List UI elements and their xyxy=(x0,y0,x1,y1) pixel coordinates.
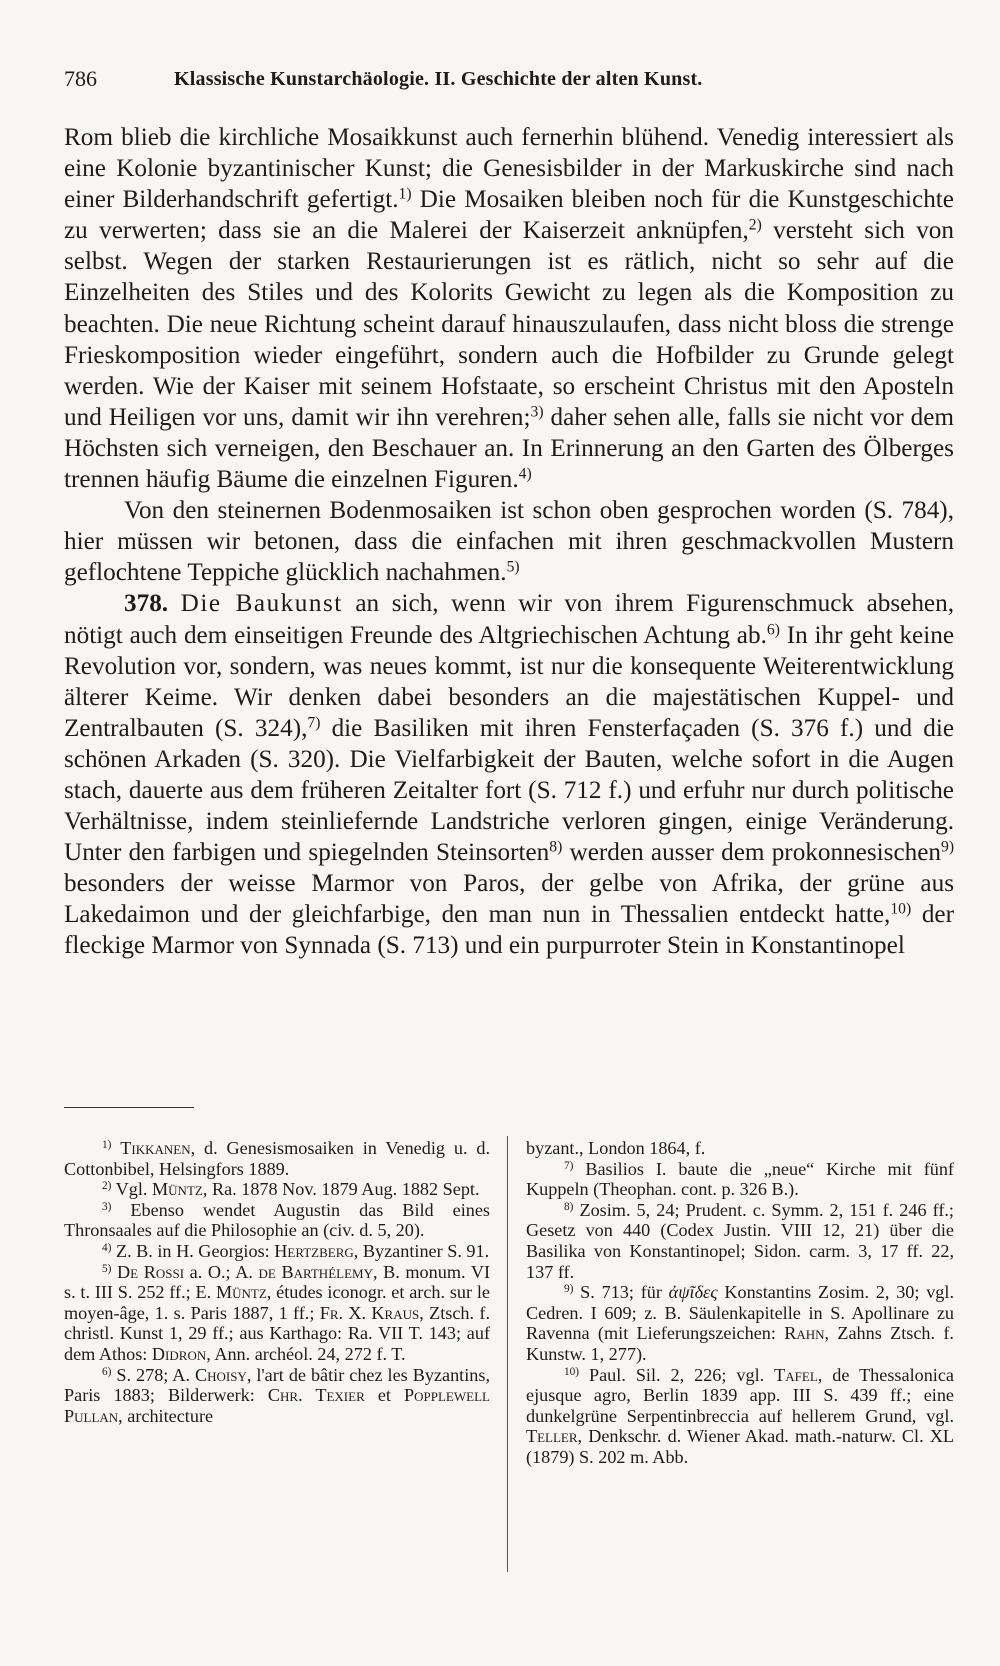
footnote-2: $^{2)}$ Vgl. Müntz, Ra. 1878 Nov. 1879 Aug. 1882 Sept. xyxy=(102,1179,480,1200)
paragraph-architecture: 378. Die Baukunst an sich, wenn wir von ihrem Figurenschmuck absehen, nötigt auch dem einseitigen Freunde des Altgriechischen Achtung ab.$^{6)}$ In ihr geht keine Revolution vor, sondern, was neues kommt, ist nur die konsequente Weiterentwicklung älterer Keime. Wir denken dabei besonders an die majestätischen Kuppel- und Zentralbauten (S. 324),$^{7)}$ die Basiliken mit ihren Fensterfaçaden (S. 376 f.) und die schönen Arkaden (S. 320). Die Vielfarbigkeit der Bauten, welche sofort in die Augen stach, dauerte aus dem früheren Zeitalter fort (S. 712 f.) und erfuhr nur durch politische Verhältnisse, indem steinliefernde Landstriche verloren gingen, einige Veränderung. Unter den farbigen und spiegelnden Steinsorten$^{8)}$ werden ausser dem prokonnesischen$^{9)}$ besonders der weisse Marmor von Paros, der gelbe von Afrika, der grüne aus Lakedaimon und der gleichfarbige, den man nun in Thessalien entdeckt hatte,$^{10)}$ der fleckige Marmor von Synnada (S. 713) und ein purpurroter Stein in Konstantinopel xyxy=(64,590,955,960)
running-title: Klassische Kunstarchäologie. II. Geschichte der alten Kunst. xyxy=(174,68,703,90)
footnote-ref-7[interactable]: 7) xyxy=(307,714,321,732)
footnote-4: $^{4)}$ Z. B. in H. Georgios: Hertzberg, Byzantiner S. 91. xyxy=(102,1240,490,1261)
footnote-ref-8[interactable]: 8) xyxy=(549,838,563,856)
footnote-7: $^{7)}$ Basilios I. baute die „neue“ Kirche mit fünf Kuppeln (Theophan. cont. p. 326 B.). xyxy=(526,1158,954,1200)
footnote-1: $^{1)}$ Tikkanen, d. Genesismosaiken in Venedig u. d. Cottonbibel, Helsingfors 1889. xyxy=(64,1138,491,1179)
footnote-ref-5[interactable]: 5) xyxy=(506,558,520,576)
footnote-column-left xyxy=(64,1138,490,1426)
paragraph-floor-mosaics: Von den steinernen Bodenmosaiken ist schon oben gesprochen worden (S. 784), hier müssen wir betonen, dass die einfachen mit ihren geschmackvollen Mustern geflochtene Teppiche glücklich nachahmen.$^{5)}$ xyxy=(64,497,954,587)
section-heading: Die Baukunst xyxy=(180,590,343,618)
footnote-ref-2[interactable]: 2) xyxy=(748,216,762,234)
section-number: 378. xyxy=(124,590,169,618)
footnote-ref-6[interactable]: 6) xyxy=(766,620,780,638)
footnote-6-continued: byzant., London 1864, f. xyxy=(526,1138,706,1158)
footnote-ref-10[interactable]: 10) xyxy=(890,900,912,918)
footnote-3: $^{3)}$ Ebenso wendet Augustin das Bild eines Thronsaales auf die Philosophie an (civ. d. 5, 20). xyxy=(64,1199,490,1241)
page-header xyxy=(64,64,882,94)
footnote-8: $^{8)}$ Zosim. 5, 24; Prudent. c. Symm. 2, 151 f. 246 ff.; Gesetz von 440 (Codex Justin. VIII 12, 21) über die Basilika von Konstantinopel; Sidon. carm. 3, 17 ff. 22, 137 ff. xyxy=(526,1199,954,1282)
footnote-ref-9[interactable]: 9) xyxy=(941,838,955,856)
footnote-separator xyxy=(64,1107,194,1108)
paragraph-mosaics: Rom blieb die kirchliche Mosaikkunst auch fernerhin blühend. Venedig interessiert als eine Kolonie byzantinischer Kunst; die Genesisbilder in der Markuskirche sind nach einer Bilderhandschrift gefertigt.$^{1)}$ Die Mosaiken bleiben noch für die Kunstgeschichte zu verwerten; dass sie an die Malerei der Kaiserzeit anknüpfen,$^{2)}$ versteht sich von selbst. Wegen der starken Restaurierungen ist es rätlich, nicht so sehr auf die Einzelheiten des Stiles und des Kolorits Gewicht zu legen als die Komposition zu beachten. Die neue Richtung scheint darauf hinauszulaufen, dass nicht bloss die strenge Frieskomposition wieder eingeführt, sondern auch die Hofbilder zu Grunde gelegt werden. Wie der Kaiser mit seinem Hofstaate, so erscheint Christus mit den Aposteln und Heiligen vor uns, damit wir ihn verehren;$^{3)}$ daher sehen alle, falls sie nicht vor dem Höchsten sich verneigen, den Beschauer an. In Erinnerung an den Garten des Ölberges trennen häufig Bäume die einzelnen Figuren.$^{4)}$ xyxy=(64,124,954,494)
footnote-ref-3[interactable]: 3) xyxy=(530,403,544,421)
main-text xyxy=(64,122,954,962)
footnote-10: $^{10)}$ Paul. Sil. 2, 226; vgl. Tafel, de Thessalonica ejusque agro, Berlin 1839 app. III S. 439 ff.; eine dunkelgrüne Serpentinbreccia auf hellerem Grund, vgl. Teller, Denkschr. d. Wiener Akad. math.-naturw. Cl. XL (1879) S. 202 m. Abb. xyxy=(526,1364,955,1467)
footnote-6: $^{6)}$ S. 278; A. Choisy, l'art de bâtir chez les Byzantins, Paris 1883; Bilderwerk: Chr. Texier et Popplewell Pullan, architecture xyxy=(64,1364,490,1426)
footnotes xyxy=(64,1138,954,1658)
page-number: 786 xyxy=(64,66,97,91)
footnote-5: $^{5)}$ De Rossi a. O.; A. de Barthélemy, B. monum. VI s. t. III S. 252 ff.; E. Müntz, études iconogr. et arch. sur le moyen-âge, 1. s. Paris 1887, 1 ff.; Fr. X. Kraus, Ztsch. f. christl. Kunst 1, 29 ff.; aus Karthago: Ra. VII T. 143; auf dem Athos: Didron, Ann. archéol. 24, 272 f. T. xyxy=(64,1261,491,1364)
footnote-ref-4[interactable]: 4) xyxy=(518,465,532,483)
footnote-ref-1[interactable]: 1) xyxy=(398,185,412,203)
footnote-9: $^{9)}$ S. 713; für ἀψῖδες Konstantins Zosim. 2, 30; vgl. Cedren. I 609; z. B. Säulenkapitelle in S. Apollinare zu Ravenna (mit Lieferungszeichen: Rahn, Zahns Ztsch. f. Kunstw. 1, 277). xyxy=(526,1282,954,1364)
footnote-column-right xyxy=(526,1138,954,1468)
